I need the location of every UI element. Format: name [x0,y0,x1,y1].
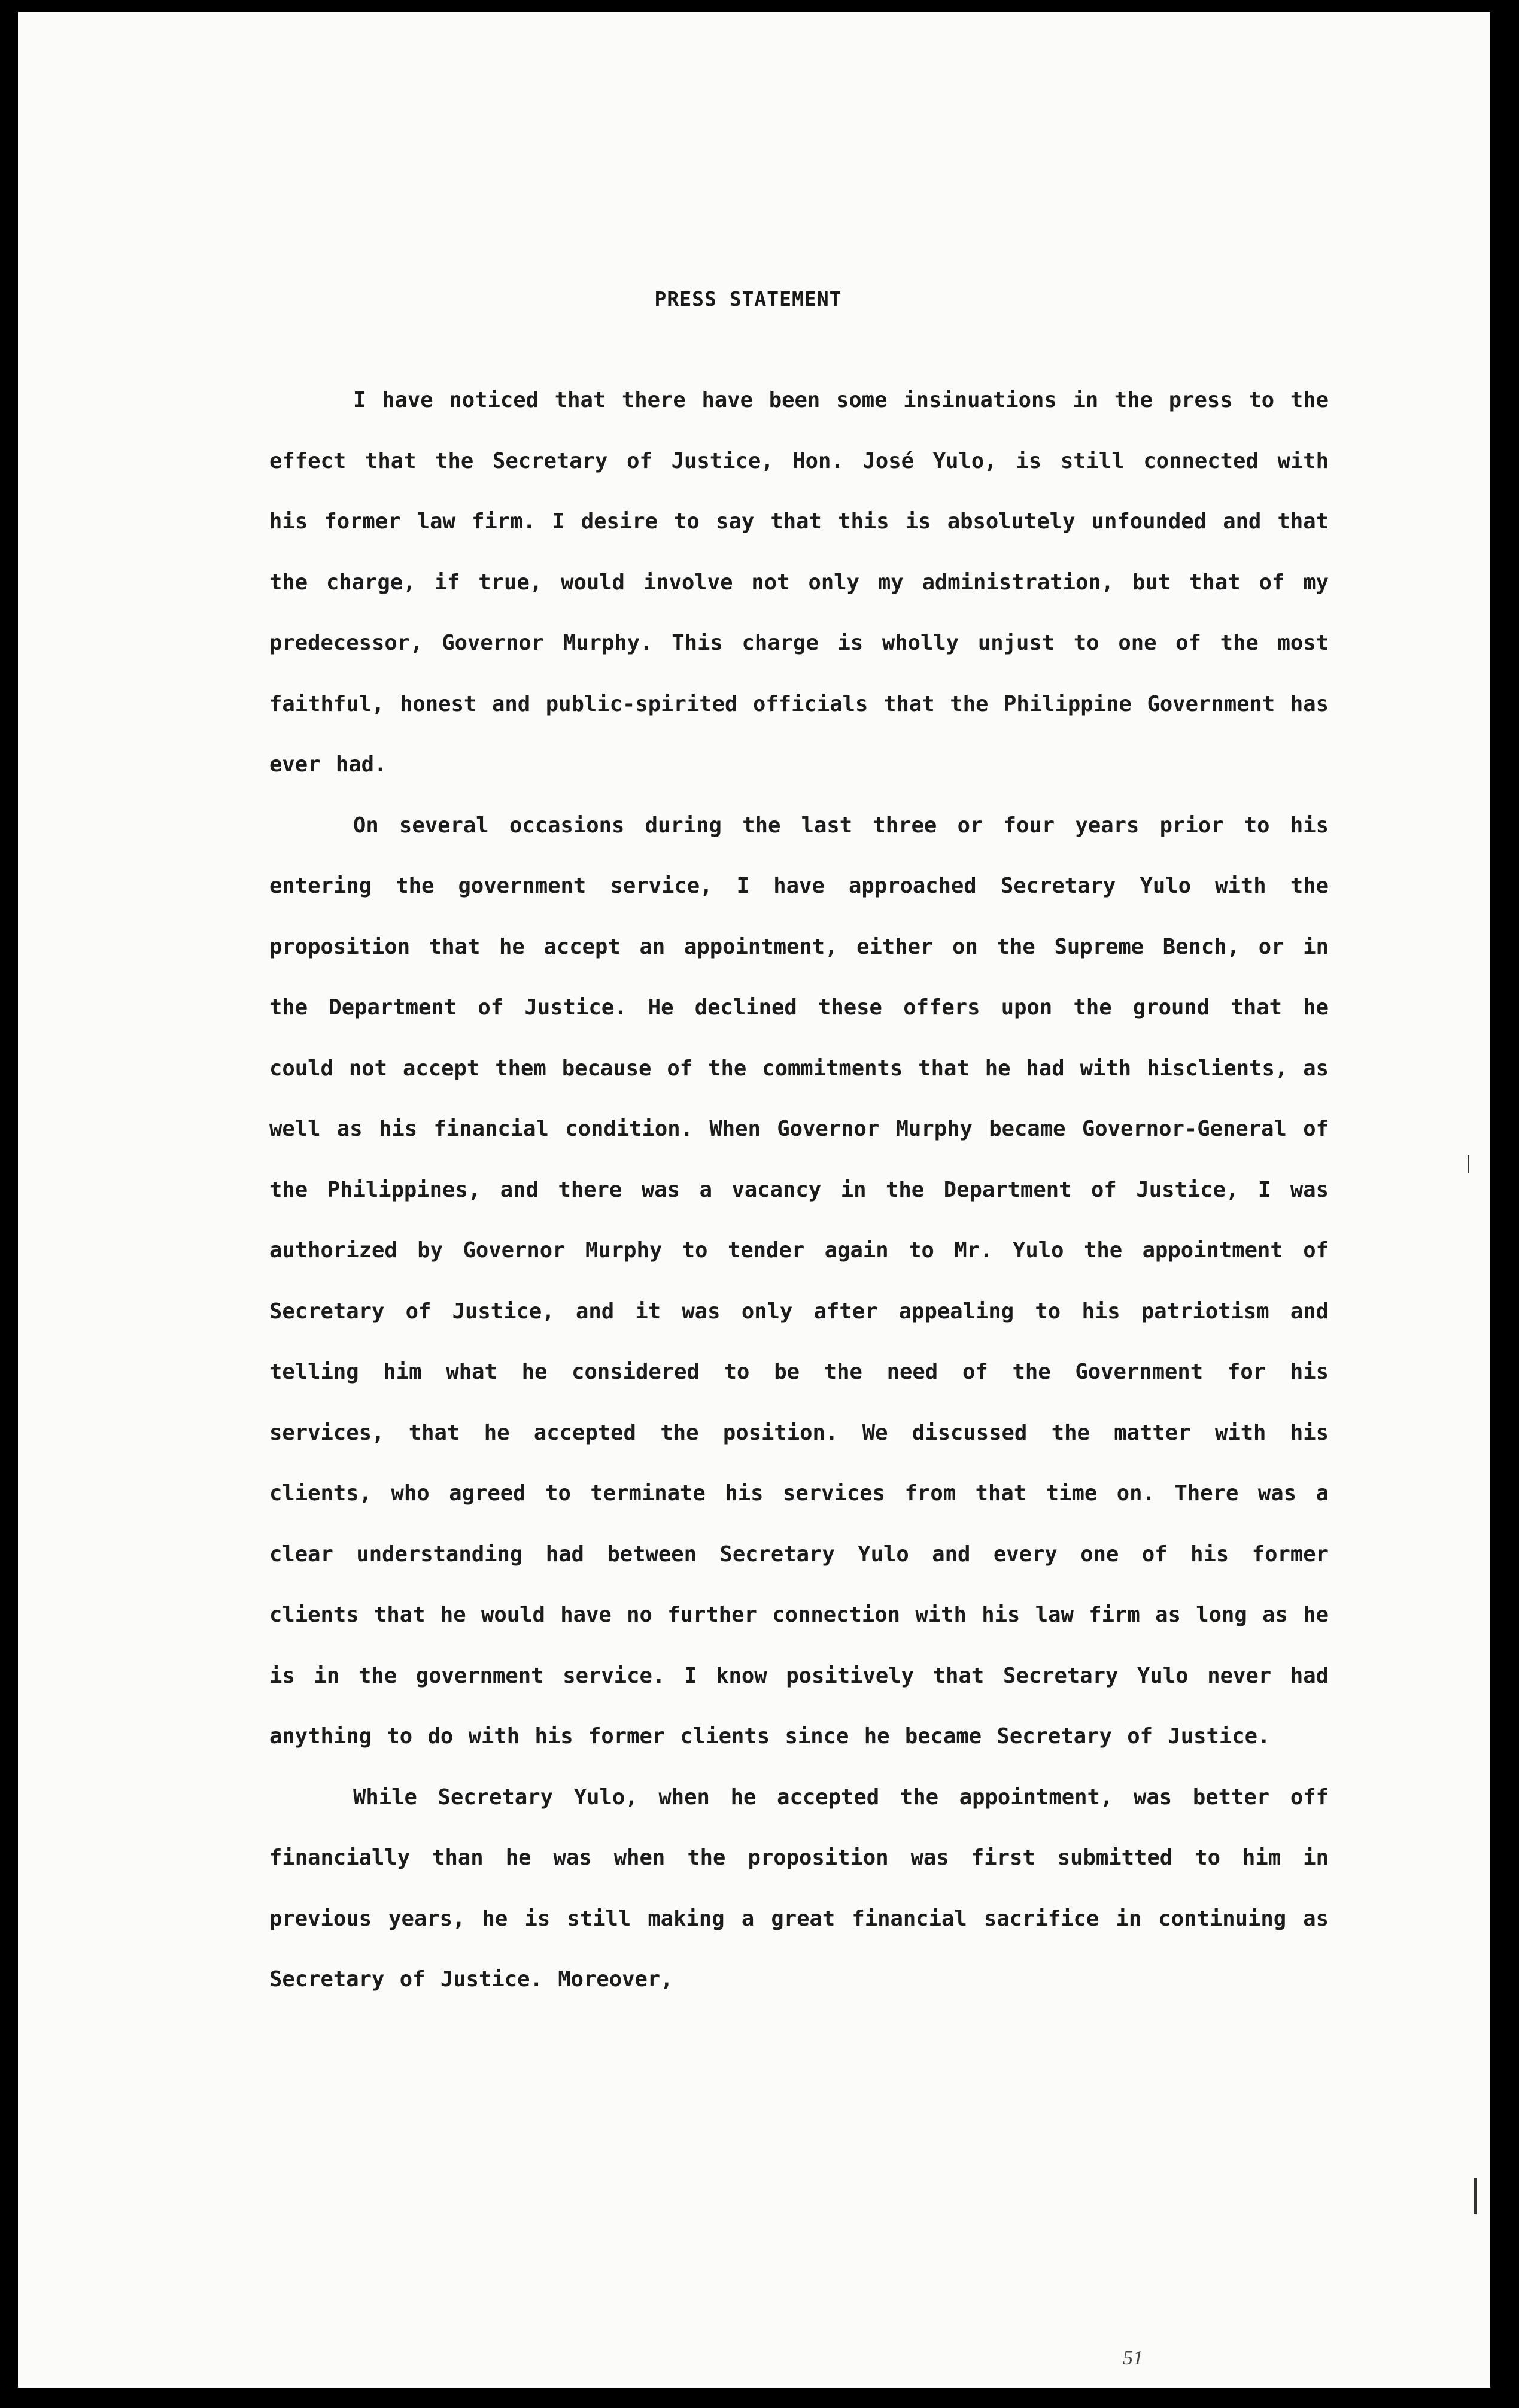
document-body [269,370,1329,2010]
paragraph-1: I have noticed that there have been some insinuations in the press to the effect that the Secretary of Justice, Hon. José Yulo, is still connected with his former law firm. I desire to say that this is absolutely unfounded and that the charge, if true, would involve not only my administration, but that of my predecessor, Governor Murphy. This charge is wholly unjust to one of the most faithful, honest and public-spirited officials that the Philippine Government has ever had. [269,388,1329,777]
document-page [18,12,1490,2388]
paragraph-2: On several occasions during the last three or four years prior to his entering the government service, I have approached Secretary Yulo with the proposition that he accept an appointment, either on the Supreme Bench, or in the Department of Justice. He declined these offers upon the ground that he could not accept them because of the commitments that he had with hisclients, as well as his financial condition. When Governor Murphy became Governor-General of the Philippines, and there was a vacancy in the Department of Justice, I was authorized by Governor Murphy to tender again to Mr. Yulo the appointment of Secretary of Justice, and it was only after appealing to his patriotism and telling him what he considered to be the need of the Government for his services, that he accepted the position. We discussed the matter with his clients, who agreed to terminate his services from that time on. There was a clear understanding had between Secretary Yulo and every one of his former clients that he would have no further connection with his law firm as long as he is in the government service. I know positively that Secretary Yulo never had anything to do with his former clients since he became Secretary of Justice. [269,813,1329,1749]
scan-artifact [1468,1155,1469,1173]
paragraph-3: While Secretary Yulo, when he accepted the appointment, was better off financially than he was when the proposition was first submitted to him in previous years, he is still making a great financial sacrifice in continuing as Secretary of Justice. Moreover, [269,1784,1329,1992]
scan-artifact [1474,2178,1477,2214]
document-title: PRESS STATEMENT [654,287,842,311]
page-number-mark: 51 [1123,2347,1143,2369]
